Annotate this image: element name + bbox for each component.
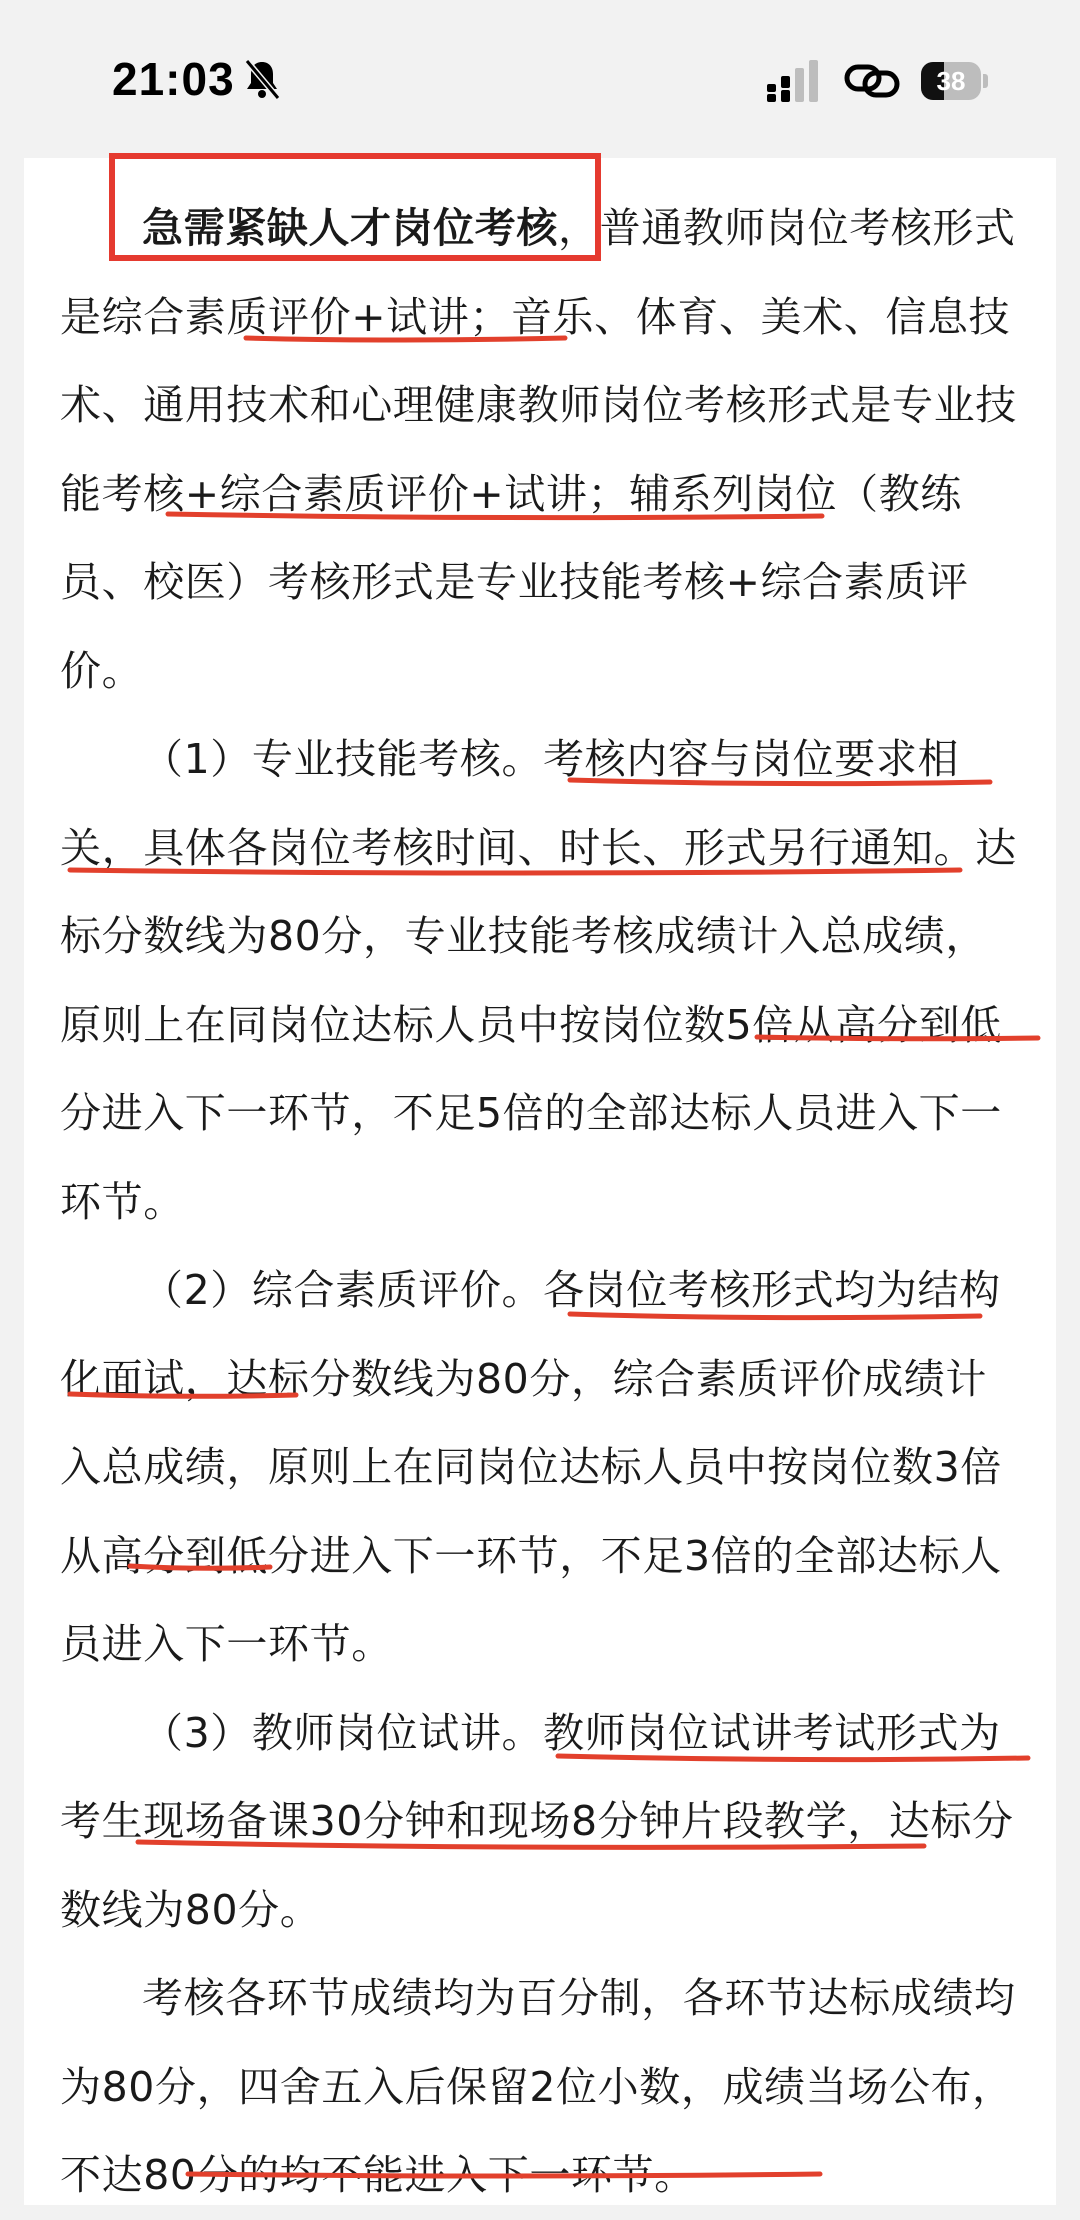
paragraph-quality-evaluation: （2）综合素质评价。各岗位考核形式均为结构化面试，达标分数线为80分，综合素质评价成绩计入总成绩，原则上在同岗位达标人员中按岗位数3倍从高分到低分进入下一环节，不足3倍的全部达标人员进入下一环节。 [60,1266,1002,1668]
paragraph-text: ，普通教师岗位考核形式是综合素质评价+试讲；音乐、体育、美术、信息技术、通用技术和心理健康教师岗位考核形式是专业技能考核+综合素质评价+试讲；辅系列岗位（教练员、校医）考核形式是专业技能考核+综合素质评价。 [60,204,1017,695]
battery-level: 38 [936,66,966,96]
paragraph-trial-lecture: （3）教师岗位试讲。教师岗位试讲考试形式为考生现场备课30分钟和现场8分钟片段教学，达标分数线为80分。 [60,1708,1014,1934]
status-time: 21:03 [112,53,235,105]
status-bar [0,0,1080,160]
paragraph-exam-forms [60,184,1020,715]
highlighted-heading: 急需紧缺人才岗位考核 [142,204,558,252]
battery-icon [921,62,989,100]
paragraph-scoring-rules: 考核各环节成绩均为百分制，各环节达标成绩均为80分，四舍五入后保留2位小数，成绩当场公布，不达80分的均不能进入下一环节。 [60,1974,1016,2199]
article-body [60,184,1020,2220]
link-icon [844,62,900,100]
bell-muted-icon [242,58,282,102]
paragraph-skills-exam: （1）专业技能考核。考核内容与岗位要求相关，具体各岗位考核时间、时长、形式另行通知。达标分数线为80分，专业技能考核成绩计入总成绩，原则上在同岗位达标人员中按岗位数5倍从高分到低分进入下一环节，不足5倍的全部达标人员进入下一环节。 [60,735,1017,1226]
cellular-signal-icon [767,60,825,102]
